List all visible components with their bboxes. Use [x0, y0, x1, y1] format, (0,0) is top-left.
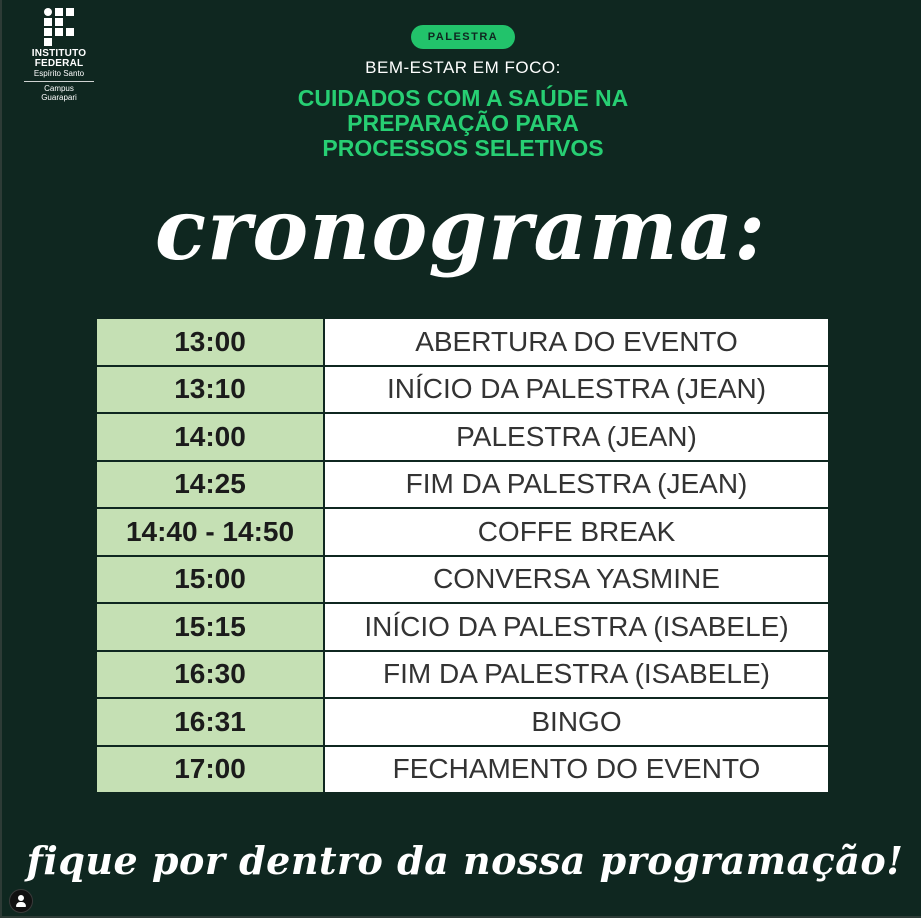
schedule-row — [96, 461, 829, 509]
schedule-row — [96, 556, 829, 604]
logo-divider — [24, 81, 94, 82]
schedule-row — [96, 508, 829, 556]
schedule-time: 14:40 - 14:50 — [96, 508, 324, 556]
logo-campus-line2: Guarapari — [41, 93, 77, 102]
event-type-badge: PALESTRA — [411, 25, 515, 49]
schedule-activity: INÍCIO DA PALESTRA (JEAN) — [324, 366, 829, 414]
schedule-row — [96, 413, 829, 461]
schedule-table — [95, 317, 830, 794]
headline-line-3: PROCESSOS SELETIVOS — [322, 135, 604, 161]
profile-icon[interactable] — [9, 889, 33, 913]
logo-state: Espírito Santo — [33, 69, 85, 78]
schedule-activity: ABERTURA DO EVENTO — [324, 318, 829, 366]
schedule-time: 16:31 — [96, 698, 324, 746]
footer-tagline: fique por dentro da nossa programação! — [26, 838, 904, 883]
schedule-row — [96, 366, 829, 414]
schedule-time: 14:00 — [96, 413, 324, 461]
event-headline — [0, 86, 921, 161]
schedule-time: 15:00 — [96, 556, 324, 604]
schedule-row — [96, 698, 829, 746]
schedule-time: 13:10 — [96, 366, 324, 414]
schedule-time: 16:30 — [96, 651, 324, 699]
event-subtitle: BEM-ESTAR EM FOCO: — [365, 58, 561, 77]
schedule-activity: PALESTRA (JEAN) — [324, 413, 829, 461]
schedule-time: 13:00 — [96, 318, 324, 366]
schedule-activity: CONVERSA YASMINE — [324, 556, 829, 604]
schedule-time: 15:15 — [96, 603, 324, 651]
schedule-row — [96, 318, 829, 366]
if-logo-icon — [44, 8, 74, 46]
schedule-activity: FECHAMENTO DO EVENTO — [324, 746, 829, 794]
schedule-time: 14:25 — [96, 461, 324, 509]
schedule-activity: FIM DA PALESTRA (JEAN) — [324, 461, 829, 509]
headline-line-1: CUIDADOS COM A SAÚDE NA — [297, 85, 629, 111]
schedule-activity: BINGO — [324, 698, 829, 746]
logo-campus-line1: Campus — [44, 84, 74, 93]
schedule-row — [96, 603, 829, 651]
logo-institute-line2: FEDERAL — [34, 58, 84, 69]
schedule-time: 17:00 — [96, 746, 324, 794]
schedule-activity: COFFE BREAK — [324, 508, 829, 556]
schedule-row — [96, 651, 829, 699]
headline-line-2: PREPARAÇÃO PARA — [347, 110, 579, 136]
schedule-row — [96, 746, 829, 794]
schedule-activity: FIM DA PALESTRA (ISABELE) — [324, 651, 829, 699]
section-title: cronograma: — [154, 180, 767, 279]
schedule-activity: INÍCIO DA PALESTRA (ISABELE) — [324, 603, 829, 651]
logo-institute-line1: INSTITUTO — [31, 48, 87, 59]
